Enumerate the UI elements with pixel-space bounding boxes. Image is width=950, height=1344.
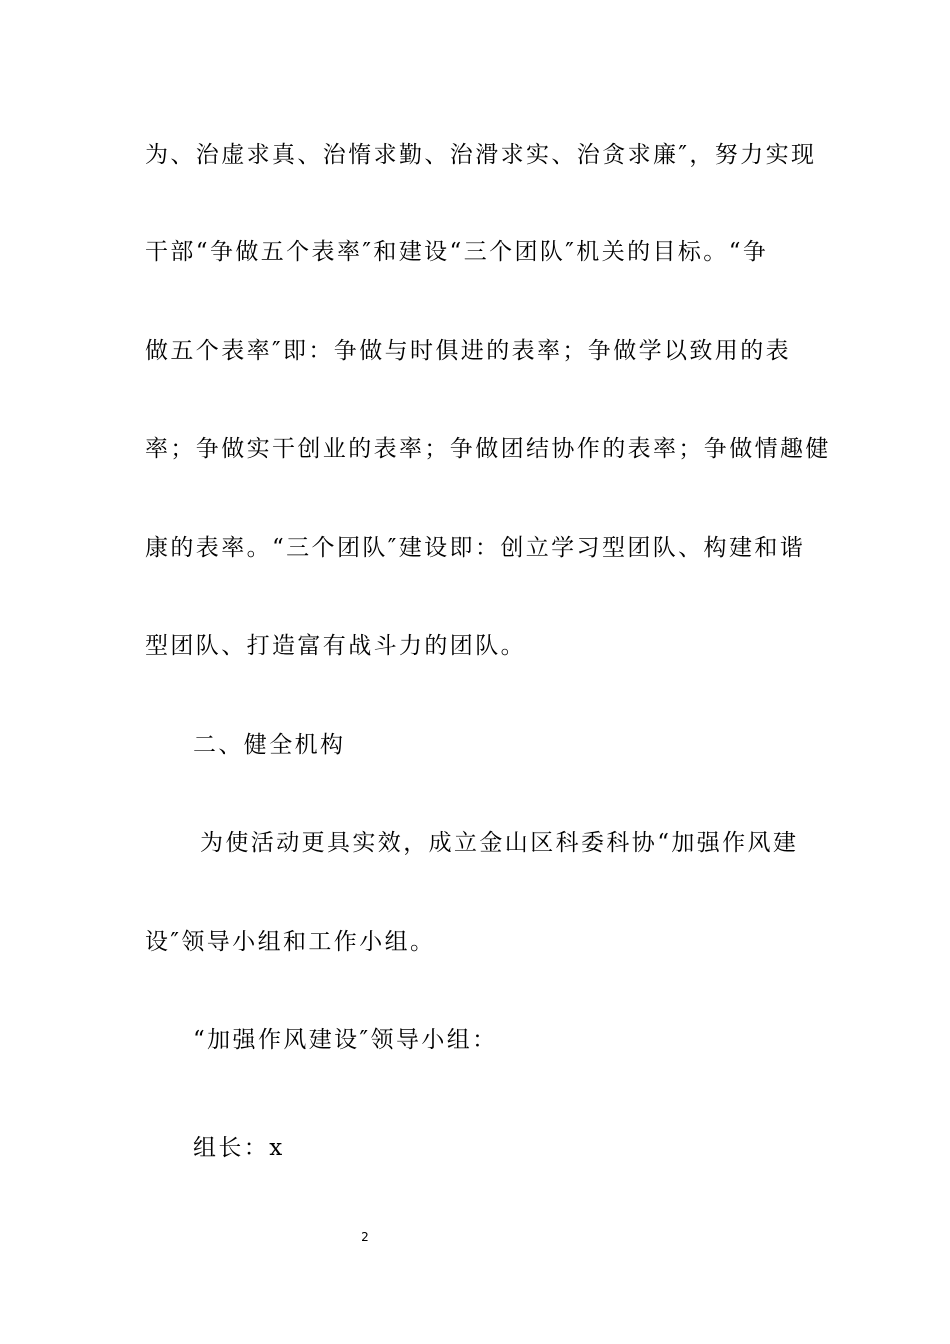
body-text-line: 干部“争做五个表率″和建设“三个团队″机关的目标。“争	[145, 239, 769, 265]
section-heading: 二、健全机构	[193, 732, 346, 758]
body-text-line: 为使活动更具实效，成立金山区科委科协“加强作风建	[200, 830, 799, 856]
page-number: 2	[361, 1230, 369, 1244]
body-text-line: 型团队、打造富有战斗力的团队。	[145, 633, 526, 659]
body-text-line: 康的表率。“三个团队″建设即：创立学习型团队、构建和谐	[145, 535, 806, 561]
body-text-line: 为、治虚求真、治惰求勤、治滑求实、治贪求廉″，努力实现	[145, 142, 817, 168]
body-text-line: 设″领导小组和工作小组。	[145, 929, 436, 955]
leader-line: 组长：x	[193, 1135, 285, 1161]
group-heading: “加强作风建设″领导小组：	[193, 1027, 498, 1053]
body-text-line: 率；争做实干创业的表率；争做团结协作的表率；争做情趣健	[145, 436, 831, 462]
body-text-line: 做五个表率″即：争做与时俱进的表率；争做学以致用的表	[145, 338, 791, 364]
